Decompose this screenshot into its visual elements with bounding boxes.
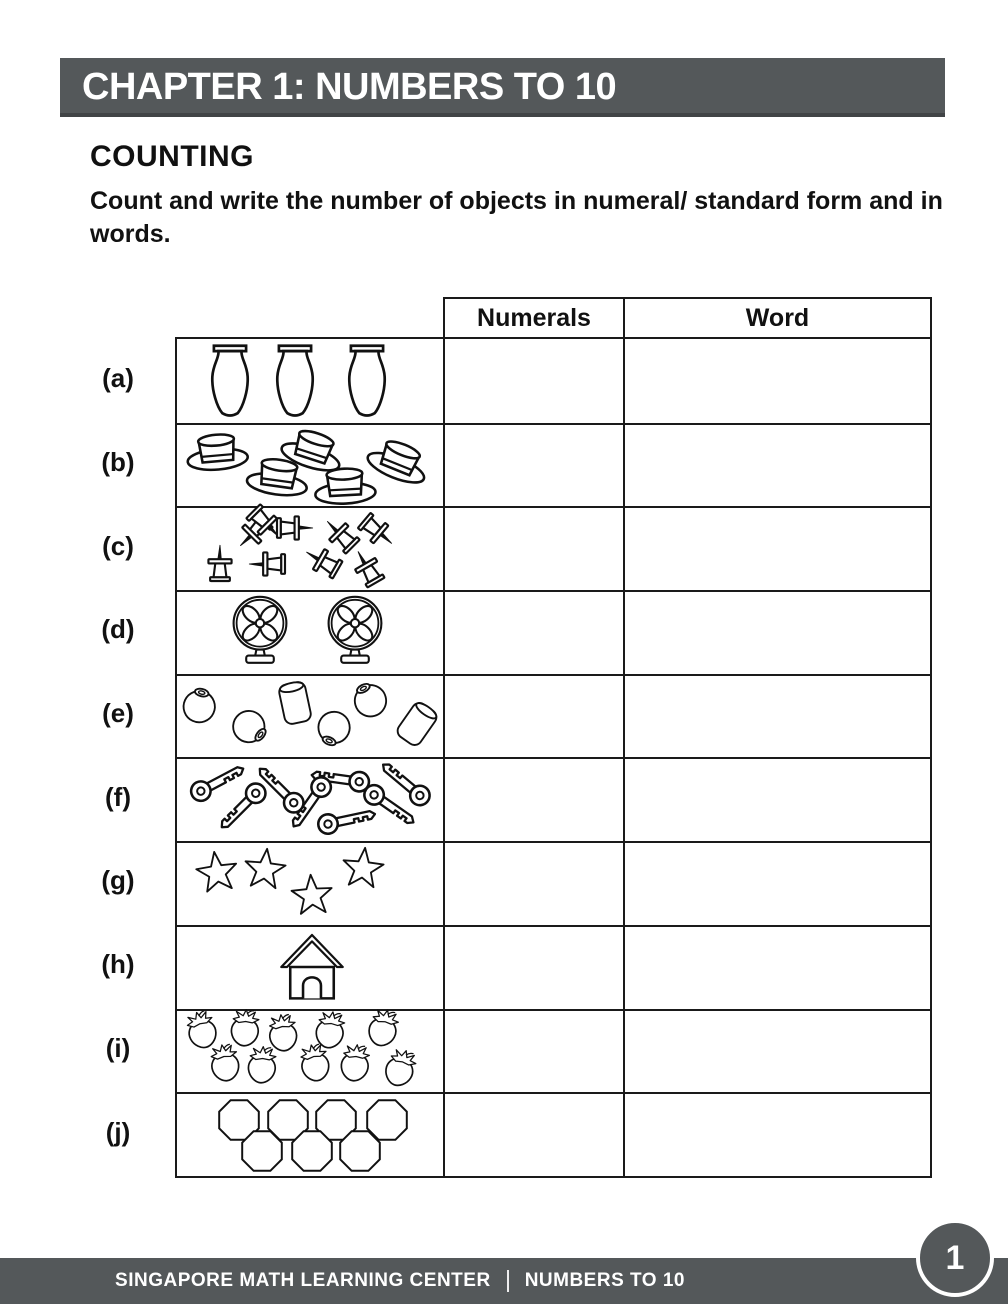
table-row-c — [177, 506, 930, 590]
numerals-answer-c[interactable] — [443, 508, 623, 590]
column-header-numerals: Numerals — [477, 303, 591, 332]
word-answer-b[interactable] — [623, 425, 931, 507]
row-labels-column — [86, 337, 150, 1174]
vase-icon — [207, 342, 253, 420]
octagon-icon — [338, 1129, 382, 1173]
table-row-f — [177, 757, 930, 841]
row-label-b: (b) — [101, 447, 135, 478]
octagon-icon — [290, 1129, 334, 1173]
pushpin-icon — [205, 543, 235, 583]
table-column-headers — [443, 297, 932, 339]
page-number-badge — [916, 1219, 994, 1297]
row-label-f: (f) — [105, 781, 131, 812]
word-answer-f[interactable] — [623, 759, 931, 841]
objects-cell-c — [177, 508, 443, 590]
objects-cell-d — [177, 592, 443, 674]
house-icon — [280, 933, 344, 1001]
word-answer-c[interactable] — [623, 508, 931, 590]
counting-table — [175, 337, 932, 1178]
row-label-e: (e) — [102, 698, 134, 729]
hat-icon — [183, 427, 250, 474]
objects-cell-b — [177, 425, 443, 507]
star-icon — [240, 844, 291, 895]
page-number: 1 — [945, 1238, 965, 1277]
numerals-answer-d[interactable] — [443, 592, 623, 674]
numerals-answer-i[interactable] — [443, 1011, 623, 1093]
footer-chapter-ref: NUMBERS TO 10 — [524, 1270, 685, 1291]
chapter-title: CHAPTER 1: NUMBERS TO 10 — [82, 66, 617, 108]
vase-icon — [272, 342, 318, 420]
numerals-answer-e[interactable] — [443, 676, 623, 758]
section-title: COUNTING — [90, 140, 254, 173]
numerals-answer-j[interactable] — [443, 1094, 623, 1176]
footer-divider — [507, 1270, 509, 1292]
row-label-i: (i) — [105, 1032, 131, 1063]
word-answer-i[interactable] — [623, 1011, 931, 1093]
table-row-i — [177, 1009, 930, 1093]
word-answer-d[interactable] — [623, 592, 931, 674]
row-label-h: (h) — [101, 949, 135, 980]
table-row-g — [177, 841, 930, 925]
footer-bar — [0, 1258, 1008, 1304]
objects-cell-i — [177, 1011, 443, 1093]
objects-cell-e — [177, 676, 443, 758]
table-row-b — [177, 423, 930, 507]
table-row-e — [177, 674, 930, 758]
star-icon — [191, 846, 243, 898]
fan-icon — [230, 594, 290, 668]
octagon-icon — [240, 1129, 284, 1173]
objects-cell-g — [177, 843, 443, 925]
chapter-banner — [60, 58, 945, 117]
instruction-text: Count and write the number of objects in numeral/ standard form and in words. — [90, 187, 943, 248]
table-row-h — [177, 925, 930, 1009]
fan-icon — [325, 594, 385, 668]
column-header-word: Word — [623, 299, 930, 337]
table-row-a — [177, 339, 930, 423]
numerals-answer-b[interactable] — [443, 425, 623, 507]
star-icon — [338, 843, 389, 894]
pushpin-icon — [275, 513, 315, 543]
row-label-a: (a) — [102, 363, 134, 394]
vase-icon — [344, 342, 390, 420]
pushpin-icon — [247, 549, 287, 579]
table-row-j — [177, 1092, 930, 1176]
objects-cell-f — [177, 759, 443, 841]
row-label-j: (j) — [105, 1116, 131, 1147]
strawberry-icon — [331, 1040, 378, 1087]
footer-text — [0, 1258, 800, 1304]
objects-cell-j — [177, 1094, 443, 1176]
row-label-d: (d) — [101, 614, 135, 645]
objects-cell-h — [177, 927, 443, 1009]
numerals-answer-f[interactable] — [443, 759, 623, 841]
row-label-g: (g) — [101, 865, 135, 896]
bead-icon — [387, 692, 447, 755]
word-answer-e[interactable] — [623, 676, 931, 758]
word-answer-g[interactable] — [623, 843, 931, 925]
word-answer-h[interactable] — [623, 927, 931, 1009]
row-label-c: (c) — [102, 530, 134, 561]
word-answer-j[interactable] — [623, 1094, 931, 1176]
objects-cell-a — [177, 339, 443, 423]
numerals-answer-a[interactable] — [443, 339, 623, 423]
table-row-d — [177, 590, 930, 674]
numerals-answer-g[interactable] — [443, 843, 623, 925]
strawberry-icon — [239, 1043, 285, 1089]
word-answer-a[interactable] — [623, 339, 931, 423]
numerals-answer-h[interactable] — [443, 927, 623, 1009]
footer-center-name: SINGAPORE MATH LEARNING CENTER — [115, 1270, 491, 1291]
star-icon — [287, 871, 336, 920]
bead-icon — [218, 695, 283, 760]
